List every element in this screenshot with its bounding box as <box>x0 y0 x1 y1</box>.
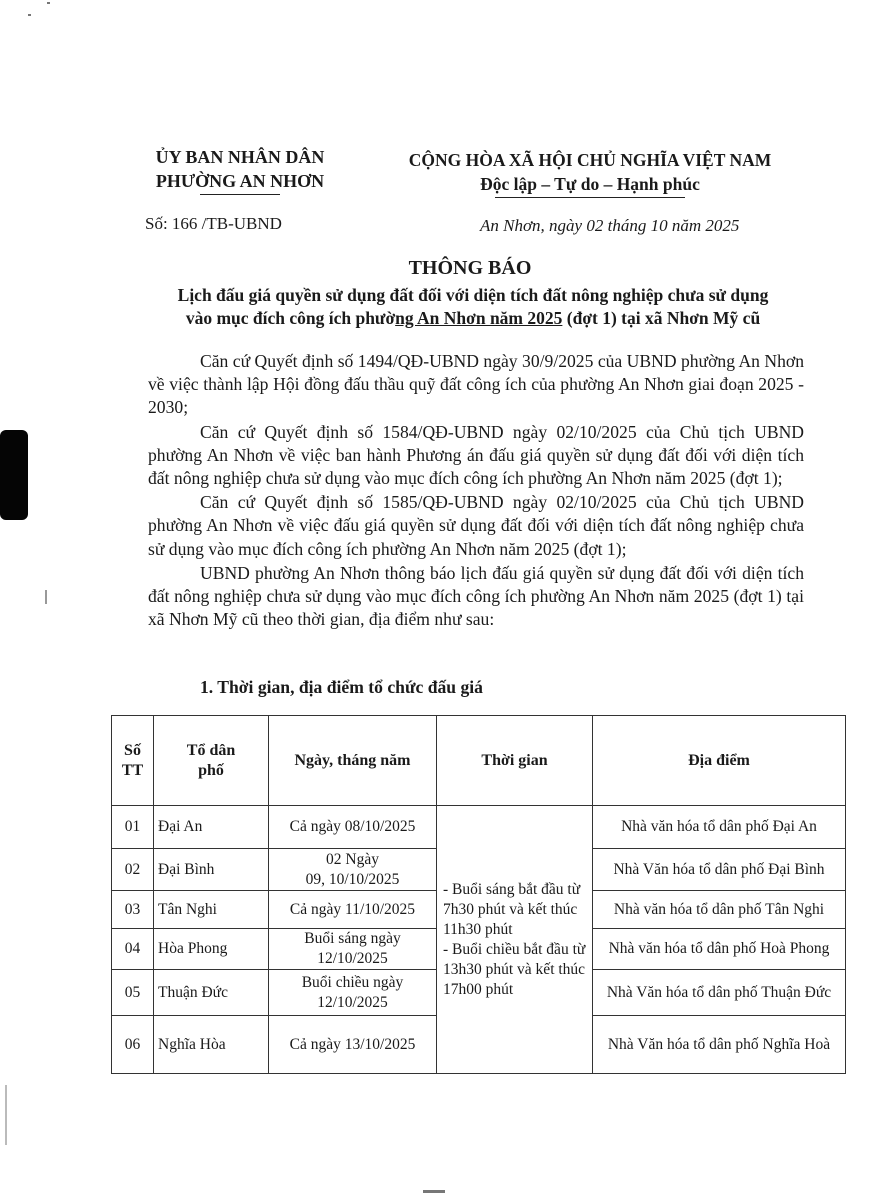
subtitle-text: (đợt 1) tại xã Nhơn Mỹ cũ <box>562 308 761 328</box>
scan-speck <box>28 14 31 16</box>
cell-group: Đại Bình <box>154 849 269 891</box>
cell-date: Cả ngày 08/10/2025 <box>269 806 437 849</box>
agency-ward: PHƯỜNG AN NHƠN <box>155 171 325 191</box>
cell-location: Nhà văn hóa tổ dân phố Tân Nghi <box>593 891 846 929</box>
cell-group: Thuận Đức <box>154 970 269 1016</box>
cell-location: Nhà Văn hóa tổ dân phố Nghĩa Hoà <box>593 1016 846 1074</box>
cell-date: 02 Ngày 09, 10/10/2025 <box>269 849 437 891</box>
scan-speck <box>5 1085 7 1145</box>
cell-group: Nghĩa Hòa <box>154 1016 269 1074</box>
paragraph: Căn cứ Quyết định số 1585/QĐ-UBND ngày 02/10/2025 của Chủ tịch UBND phường An Nhơn về việc đấu giá quyền sử dụng đất đối với diện tích đất nông nghiệp chưa sử dụng vào mục đích công ích phường An Nhơn năm 2025 (đợt 1); <box>148 492 804 559</box>
cell-stt: 02 <box>112 849 154 891</box>
place-date: An Nhơn, ngày 02 tháng 10 năm 2025 <box>480 216 740 235</box>
table-row <box>112 806 846 849</box>
divider <box>200 194 280 195</box>
subtitle-text: vào mục đích công ích phườ <box>185 308 396 328</box>
national-motto <box>380 148 800 198</box>
subtitle-line-2 <box>128 307 818 330</box>
agency-name: ỦY BAN NHÂN DÂN <box>155 147 325 167</box>
document-body <box>148 350 804 632</box>
schedule-table <box>111 715 846 1074</box>
cell-location: Nhà văn hóa tổ dân phố Hoà Phong <box>593 929 846 970</box>
cell-location: Nhà văn hóa tổ dân phố Đại An <box>593 806 846 849</box>
time-afternoon: - Buổi chiều bắt đầu từ 13h30 phút và kết thúc 17h00 phút <box>443 940 586 998</box>
section-heading: 1. Thời gian, địa điểm tổ chức đấu giá <box>200 677 483 697</box>
paragraph: UBND phường An Nhơn thông báo lịch đấu giá quyền sử dụng đất đối với diện tích đất nông nghiệp chưa sử dụng vào mục đích công ích phường An Nhơn năm 2025 (đợt 1) tại xã Nhơn Mỹ cũ theo thời gian, địa điểm như sau: <box>148 562 804 630</box>
subtitle-underlined-text: ng An Nhơn năm 2025 <box>395 308 563 328</box>
issuing-agency <box>130 145 350 195</box>
header-stt: Số TT <box>112 716 154 806</box>
cell-stt: 06 <box>112 1016 154 1074</box>
cell-stt: 03 <box>112 891 154 929</box>
cell-location: Nhà Văn hóa tổ dân phố Thuận Đức <box>593 970 846 1016</box>
paragraph: Căn cứ Quyết định số 1584/QĐ-UBND ngày 02/10/2025 của Chủ tịch UBND phường An Nhơn về việc ban hành Phương án đấu giá quyền sử dụng đất đối với diện tích đất nông nghiệp chưa sử dụng vào mục đích công ích phường An Nhơn năm 2025 (đợt 1); <box>148 421 804 489</box>
divider <box>495 197 685 198</box>
cell-date: Cả ngày 13/10/2025 <box>269 1016 437 1074</box>
cell-date: Cả ngày 11/10/2025 <box>269 891 437 929</box>
header-location: Địa điểm <box>593 716 846 806</box>
scan-speck <box>45 590 47 604</box>
cell-stt: 05 <box>112 970 154 1016</box>
scan-redaction-mark <box>0 430 28 520</box>
cell-date: Buổi sáng ngày 12/10/2025 <box>269 929 437 970</box>
header-group: Tổ dân phố <box>154 716 269 806</box>
paragraph: Căn cứ Quyết định số 1494/QĐ-UBND ngày 30/9/2025 của UBND phường An Nhơn về việc thành lập Hội đồng đấu thầu quỹ đất công ích của phường An Nhơn giai đoạn 2025 - 2030; <box>148 351 804 418</box>
motto: Độc lập – Tự do – Hạnh phúc <box>480 174 700 194</box>
cell-group: Hòa Phong <box>154 929 269 970</box>
subtitle-line-1: Lịch đấu giá quyền sử dụng đất đối với diện tích đất nông nghiệp chưa sử dụng <box>177 285 769 305</box>
cell-date: Buổi chiều ngày 12/10/2025 <box>269 970 437 1016</box>
cell-group: Tân Nghi <box>154 891 269 929</box>
cell-time-shared <box>437 806 593 1074</box>
document-title: THÔNG BÁO <box>408 257 532 279</box>
cell-stt: 04 <box>112 929 154 970</box>
header-time: Thời gian <box>437 716 593 806</box>
header-date: Ngày, tháng năm <box>269 716 437 806</box>
scan-speck <box>423 1190 445 1193</box>
nation-name: CỘNG HÒA XÃ HỘI CHỦ NGHĨA VIỆT NAM <box>408 150 772 170</box>
cell-stt: 01 <box>112 806 154 849</box>
table-header-row <box>112 716 846 806</box>
document-subtitle <box>128 284 818 330</box>
cell-group: Đại An <box>154 806 269 849</box>
cell-location: Nhà Văn hóa tổ dân phố Đại Bình <box>593 849 846 891</box>
time-morning: - Buổi sáng bắt đầu từ 7h30 phút và kết thúc 11h30 phút <box>443 880 581 938</box>
document-number: Số: 166 /TB-UBND <box>145 214 282 233</box>
scan-speck <box>47 2 50 4</box>
